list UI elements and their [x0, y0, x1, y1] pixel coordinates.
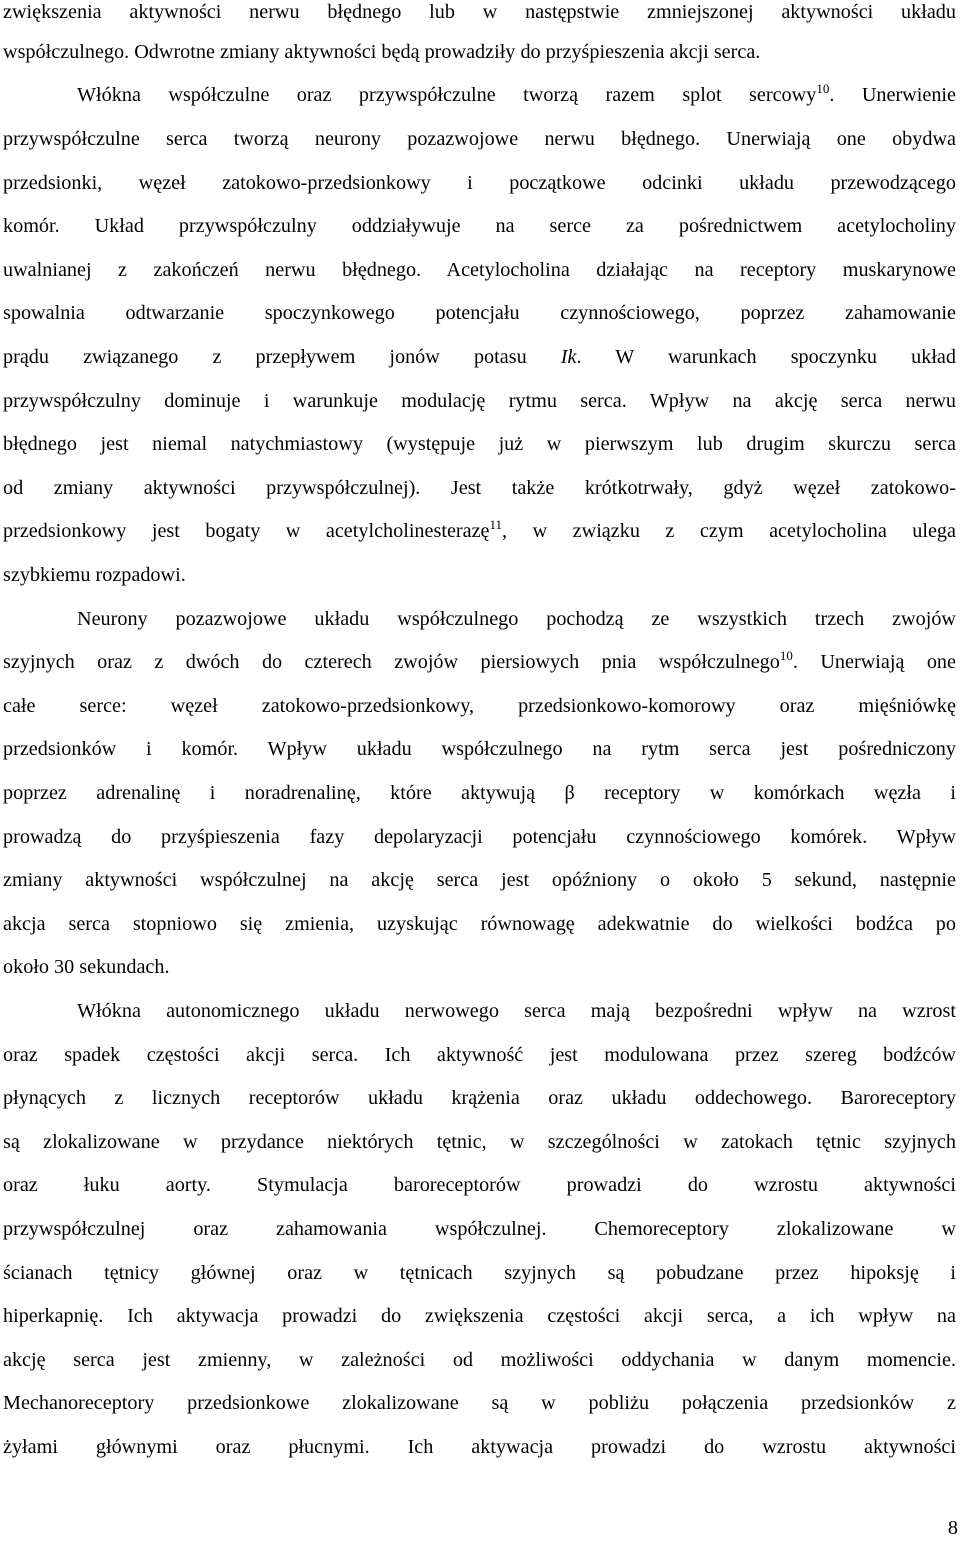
text-line — [3, 1345, 956, 1375]
line-text: przedsionków i komór. Wpływ układu współczulnego na rytm serca jest pośredniczony — [3, 738, 956, 760]
text-line — [3, 124, 956, 154]
text-line — [3, 1170, 956, 1200]
line-text: przywspółczulnej oraz zahamowania współczulnej. Chemoreceptory zlokalizowane w — [3, 1218, 956, 1240]
text-line — [3, 342, 956, 372]
citation-superscript: 10 — [779, 648, 793, 663]
line-text: przywspółczulne serca tworzą neurony pozazwojowe nerwu błędnego. Unerwiają one obydwa — [3, 128, 956, 150]
text-line — [3, 560, 956, 590]
line-text: zwiększenia aktywności nerwu błędnego lub w następstwie zmniejszonej aktywności układu — [3, 1, 956, 23]
line-text: komór. Układ przywspółczulny oddziaływuje na serce za pośrednictwem acetylocholiny — [3, 215, 956, 237]
line-text: akcja serca stopniowo się zmienia, uzyskując równowagę adekwatnie do wielkości bodźca po — [3, 913, 956, 935]
line-text: poprzez adrenalinę i noradrenalinę, które aktywują β receptory w komórkach węzła i — [3, 782, 956, 804]
text-line — [3, 1214, 956, 1244]
text-line — [3, 1040, 956, 1070]
line-text-continuation: , w związku z czym acetylocholina ulega — [502, 520, 956, 542]
line-text: około 30 sekundach. — [3, 956, 170, 978]
line-text: Włókna autonomicznego układu nerwowego serca mają bezpośredni wpływ na wzrost — [77, 1000, 956, 1022]
line-text-continuation: . W warunkach spoczynku układ — [576, 346, 956, 368]
line-text: od zmiany aktywności przywspółczulnej). Jest także krótkotrwały, gdyż węzeł zatokowo- — [3, 477, 956, 499]
text-line — [3, 1301, 956, 1331]
line-text: Mechanoreceptory przedsionkowe zlokalizowane są w pobliżu połączenia przedsionków z — [3, 1392, 956, 1414]
text-line — [3, 211, 956, 241]
line-text: błędnego jest niemal natychmiastowy (występuje już w pierwszym lub drugim skurczu serca — [3, 433, 956, 455]
line-text: spowalnia odtwarzanie spoczynkowego potencjału czynnościowego, poprzez zahamowanie — [3, 302, 956, 324]
line-text: przedsionki, węzeł zatokowo-przedsionkowy i początkowe odcinki układu przewodzącego — [3, 172, 956, 194]
text-line — [3, 168, 956, 198]
line-text: szyjnych oraz z dwóch do czterech zwojów piersiowych pnia współczulnego — [3, 651, 780, 673]
citation-superscript: 10 — [816, 81, 830, 96]
line-text: uwalnianej z zakończeń nerwu błędnego. Acetylocholina działając na receptory muskarynowe — [3, 259, 956, 281]
text-line — [3, 1388, 956, 1418]
text-line — [3, 516, 956, 546]
line-text: całe serce: węzeł zatokowo-przedsionkowy, przedsionkowo-komorowy oraz mięśniówkę — [3, 695, 956, 717]
line-text-continuation: . Unerwienie — [829, 84, 956, 106]
text-line — [3, 473, 956, 503]
line-text: żyłami głównymi oraz płucnymi. Ich aktywacja prowadzi do wzrostu aktywności — [3, 1436, 956, 1458]
text-line — [3, 647, 956, 677]
text-line — [3, 822, 956, 852]
line-text: współczulnego. Odwrotne zmiany aktywności będą prowadziły do przyśpieszenia akcji serca. — [3, 41, 761, 63]
line-text: oraz łuku aorty. Stymulacja baroreceptorów prowadzi do wzrostu aktywności — [3, 1174, 956, 1196]
line-text: akcję serca jest zmienny, w zależności od możliwości oddychania w danym momencie. — [3, 1349, 956, 1371]
text-line — [3, 37, 956, 67]
line-text: hiperkapnię. Ich aktywacja prowadzi do zwiększenia częstości akcji serca, a ich wpływ na — [3, 1305, 956, 1327]
text-line — [3, 778, 956, 808]
line-text: szybkiemu rozpadowi. — [3, 564, 186, 586]
line-text: Neurony pozazwojowe układu współczulnego pochodzą ze wszystkich trzech zwojów — [77, 608, 956, 630]
text-line — [77, 80, 956, 110]
text-line — [77, 996, 956, 1026]
text-line — [3, 734, 956, 764]
text-line — [3, 255, 956, 285]
line-text: prądu związanego z przepływem jonów potasu — [3, 346, 561, 368]
text-line — [3, 865, 956, 895]
line-text: oraz spadek częstości akcji serca. Ich aktywność jest modulowana przez szereg bodźców — [3, 1044, 956, 1066]
line-text: ścianach tętnicy głównej oraz w tętnicach szyjnych są pobudzane przez hipoksję i — [3, 1262, 956, 1284]
line-text: są zlokalizowane w przydance niektórych tętnic, w szczególności w zatokach tętnic szyjnych — [3, 1131, 956, 1153]
line-text: prowadzą do przyśpieszenia fazy depolaryzacji potencjału czynnościowego komórek. Wpływ — [3, 826, 956, 848]
line-text: przedsionkowy jest bogaty w acetylcholinesterazę — [3, 520, 490, 542]
text-line — [3, 0, 956, 27]
text-line — [3, 1258, 956, 1288]
line-text: zmiany aktywności współczulnej na akcję serca jest opóźniony o około 5 sekund, następnie — [3, 869, 956, 891]
text-line — [3, 1432, 956, 1462]
italic-symbol: Ik — [560, 346, 577, 368]
text-line — [3, 1127, 956, 1157]
line-text-continuation: . Unerwiają one — [792, 651, 956, 673]
citation-superscript: 11 — [489, 517, 503, 532]
text-line — [77, 604, 956, 634]
line-text: Włókna współczulne oraz przywspółczulne tworzą razem splot sercowy — [77, 84, 817, 106]
text-line — [3, 1083, 956, 1113]
line-text: przywspółczulny dominuje i warunkuje modulację rytmu serca. Wpływ na akcję serca nerwu — [3, 390, 956, 412]
text-line — [3, 691, 956, 721]
text-line — [3, 386, 956, 416]
text-line — [3, 298, 956, 328]
text-line — [3, 909, 956, 939]
page-number: 8 — [947, 1517, 958, 1539]
line-text: płynących z licznych receptorów układu krążenia oraz układu oddechowego. Baroreceptory — [3, 1087, 956, 1109]
text-line — [3, 429, 956, 459]
text-line — [3, 952, 956, 982]
